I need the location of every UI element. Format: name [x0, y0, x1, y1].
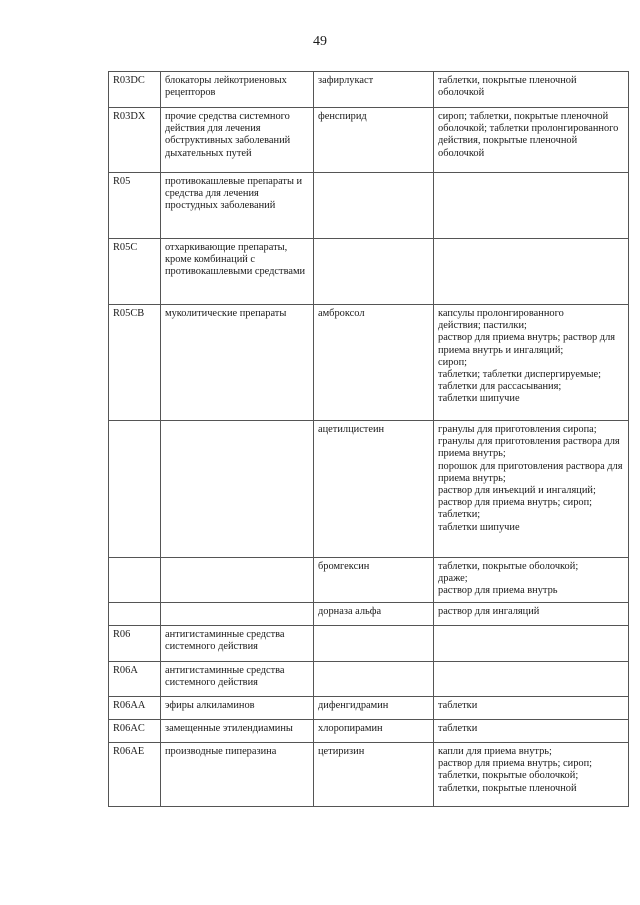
pharmacological-group-cell: блокаторы лейкотриеновых рецепторов: [161, 72, 314, 108]
table-row: [109, 421, 629, 558]
dosage-forms-cell: таблетки: [434, 720, 629, 743]
drug-name-cell: бромгексин: [314, 558, 434, 603]
pharmacological-group-cell: противокашлевые препараты и средства для лечения простудных заболеваний: [161, 173, 314, 239]
atc-code-cell: R05CB: [109, 305, 161, 421]
pharmacological-group-cell: производные пиперазина: [161, 743, 314, 807]
dosage-forms-cell: капли для приема внутрь; раствор для приема внутрь; сироп; таблетки, покрытые оболочкой; таблетки, покрытые пленочной: [434, 743, 629, 807]
table-row: [109, 72, 629, 108]
table-row: [109, 603, 629, 626]
pharmacological-group-cell: прочие средства системного действия для лечения обструктивных заболеваний дыхательных путей: [161, 108, 314, 173]
drug-name-cell: [314, 173, 434, 239]
atc-code-cell: R05: [109, 173, 161, 239]
table-row: [109, 626, 629, 662]
atc-code-cell: R06AE: [109, 743, 161, 807]
pharmacological-group-cell: [161, 421, 314, 558]
dosage-forms-cell: раствор для ингаляций: [434, 603, 629, 626]
atc-code-cell: [109, 558, 161, 603]
dosage-forms-cell: сироп; таблетки, покрытые пленочной оболочкой; таблетки пролонгированного действия, покрытые пленочной оболочкой: [434, 108, 629, 173]
dosage-forms-cell: таблетки, покрытые пленочной оболочкой: [434, 72, 629, 108]
pharmacological-group-cell: муколитические препараты: [161, 305, 314, 421]
pharmacological-group-cell: замещенные этилендиамины: [161, 720, 314, 743]
dosage-forms-cell: гранулы для приготовления сиропа; гранулы для приготовления раствора для приема внутрь; порошок для приготовления раствора для приема внутрь; раствор для инъекций и ингаляций; раствор для приема внутрь; сироп; таблетки; таблетки шипучие: [434, 421, 629, 558]
table-row: [109, 558, 629, 603]
table-row: [109, 239, 629, 305]
pharmacological-group-cell: [161, 558, 314, 603]
atc-code-cell: R06A: [109, 662, 161, 697]
dosage-forms-cell: таблетки, покрытые оболочкой; драже; раствор для приема внутрь: [434, 558, 629, 603]
drug-table: [108, 71, 629, 807]
dosage-forms-cell: [434, 239, 629, 305]
drug-name-cell: ацетилцистеин: [314, 421, 434, 558]
dosage-forms-cell: таблетки: [434, 697, 629, 720]
table-row: [109, 173, 629, 239]
table-row: [109, 743, 629, 807]
table-row: [109, 720, 629, 743]
table-row: [109, 697, 629, 720]
drug-name-cell: хлоропирамин: [314, 720, 434, 743]
drug-name-cell: дифенгидрамин: [314, 697, 434, 720]
atc-code-cell: [109, 603, 161, 626]
page-number: 49: [313, 34, 327, 49]
drug-name-cell: амброксол: [314, 305, 434, 421]
drug-name-cell: фенспирид: [314, 108, 434, 173]
dosage-forms-cell: [434, 173, 629, 239]
atc-code-cell: R03DX: [109, 108, 161, 173]
atc-code-cell: [109, 421, 161, 558]
atc-code-cell: R03DC: [109, 72, 161, 108]
drug-name-cell: дорназа альфа: [314, 603, 434, 626]
pharmacological-group-cell: отхаркивающие препараты, кроме комбинаций с противокашлевыми средствами: [161, 239, 314, 305]
drug-name-cell: [314, 626, 434, 662]
drug-name-cell: [314, 662, 434, 697]
atc-code-cell: R06: [109, 626, 161, 662]
dosage-forms-cell: [434, 626, 629, 662]
table-body: [109, 72, 629, 807]
pharmacological-group-cell: антигистаминные средства системного действия: [161, 626, 314, 662]
pharmacological-group-cell: антигистаминные средства системного действия: [161, 662, 314, 697]
atc-code-cell: R06AC: [109, 720, 161, 743]
pharmacological-group-cell: эфиры алкиламинов: [161, 697, 314, 720]
pharmacological-group-cell: [161, 603, 314, 626]
table-row: [109, 108, 629, 173]
table-row: [109, 305, 629, 421]
atc-code-cell: R05C: [109, 239, 161, 305]
dosage-forms-cell: [434, 662, 629, 697]
table-row: [109, 662, 629, 697]
drug-name-cell: цетиризин: [314, 743, 434, 807]
drug-name-cell: [314, 239, 434, 305]
dosage-forms-cell: капсулы пролонгированного действия; пастилки; раствор для приема внутрь; раствор для приема внутрь и ингаляций; сироп; таблетки; таблетки диспергируемые; таблетки для рассасывания; таблетки шипучие: [434, 305, 629, 421]
atc-code-cell: R06AA: [109, 697, 161, 720]
drug-name-cell: зафирлукаст: [314, 72, 434, 108]
